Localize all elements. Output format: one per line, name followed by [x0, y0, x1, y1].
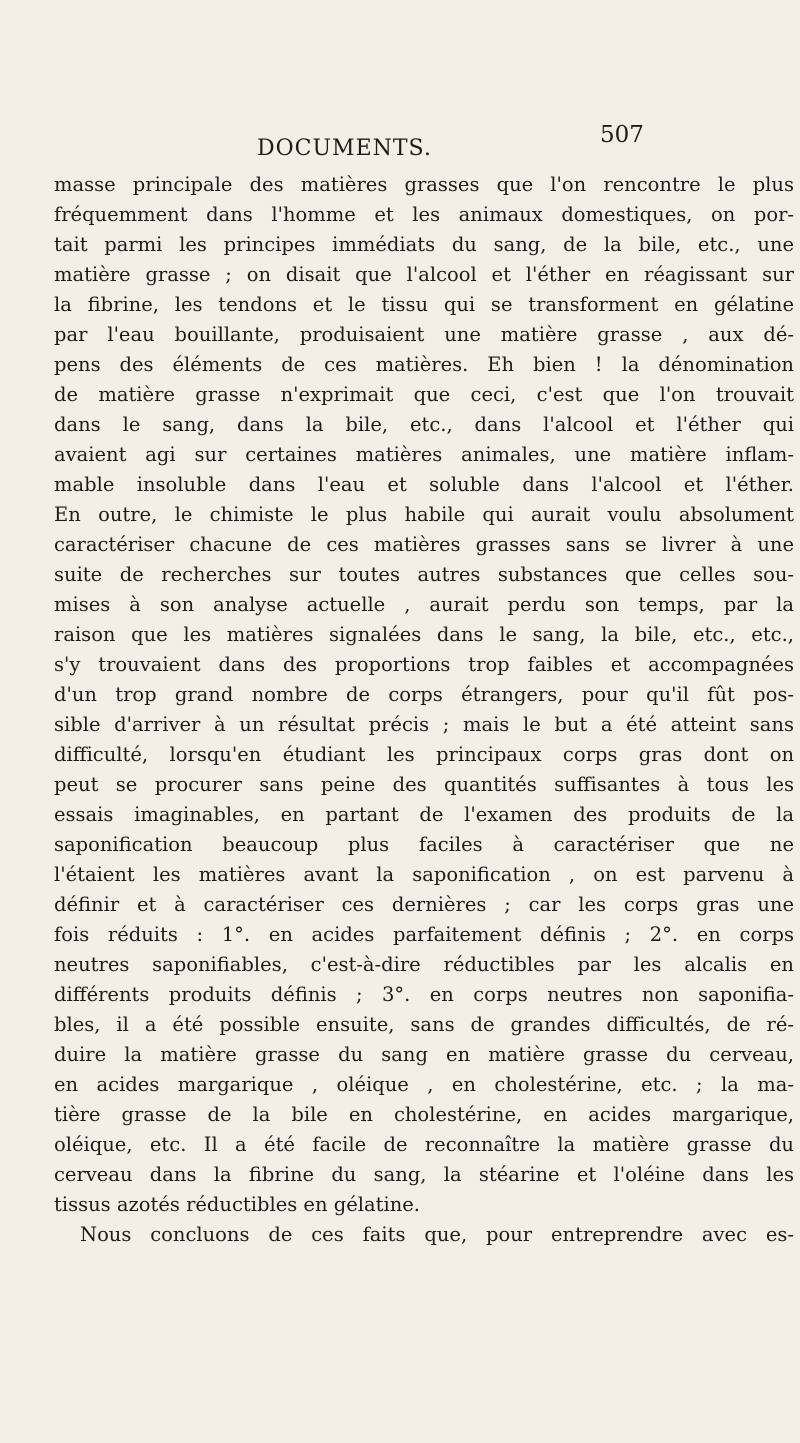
page-number: 507 [600, 122, 644, 148]
text-line: raison que les matières signalées dans le sang, la bile, etc., etc., [54, 623, 794, 646]
text-line: par l'eau bouillante, produisaient une matière grasse , aux dé- [54, 323, 794, 346]
text-line: duire la matière grasse du sang en matière grasse du cerveau, [54, 1043, 794, 1066]
text-line: de matière grasse n'exprimait que ceci, c'est que l'on trouvait [54, 383, 794, 406]
text-line: avaient agi sur certaines matières animales, une matière inflam- [54, 443, 794, 466]
text-line: cerveau dans la fibrine du sang, la stéarine et l'oléine dans les [54, 1163, 794, 1186]
text-line: peut se procurer sans peine des quantités suffisantes à tous les [54, 773, 794, 796]
text-line: oléique, etc. Il a été facile de reconnaître la matière grasse du [54, 1133, 794, 1156]
text-line: mises à son analyse actuelle , aurait perdu son temps, par la [54, 593, 794, 616]
text-line: saponification beaucoup plus faciles à caractériser que ne [54, 833, 794, 856]
text-line: dans le sang, dans la bile, etc., dans l'alcool et l'éther qui [54, 413, 794, 436]
text-line: fois réduits : 1°. en acides parfaitement définis ; 2°. en corps [54, 923, 794, 946]
text-line: matière grasse ; on disait que l'alcool et l'éther en réagissant sur [54, 263, 794, 286]
text-line: sible d'arriver à un résultat précis ; mais le but a été atteint sans [54, 713, 794, 736]
text-line: bles, il a été possible ensuite, sans de grandes difficultés, de ré- [54, 1013, 794, 1036]
text-line: difficulté, lorsqu'en étudiant les principaux corps gras dont on [54, 743, 794, 766]
text-line: pens des éléments de ces matières. Eh bien ! la dénomination [54, 353, 794, 376]
text-line: Nous concluons de ces faits que, pour entreprendre avec es- [80, 1223, 794, 1246]
text-line: en acides margarique , oléique , en cholestérine, etc. ; la ma- [54, 1073, 794, 1096]
text-line: différents produits définis ; 3°. en corps neutres non saponifia- [54, 983, 794, 1006]
text-line: définir et à caractériser ces dernières ; car les corps gras une [54, 893, 794, 916]
text-line: tissus azotés réductibles en gélatine. [54, 1193, 420, 1216]
text-line: l'étaient les matières avant la saponification , on est parvenu à [54, 863, 794, 886]
text-line: caractériser chacune de ces matières grasses sans se livrer à une [54, 533, 794, 556]
text-line: masse principale des matières grasses que l'on rencontre le plus [54, 173, 794, 196]
text-line: s'y trouvaient dans des proportions trop faibles et accompagnées [54, 653, 794, 676]
text-line: tière grasse de la bile en cholestérine, en acides margarique, [54, 1103, 794, 1126]
text-line: essais imaginables, en partant de l'examen des produits de la [54, 803, 794, 826]
text-line: mable insoluble dans l'eau et soluble dans l'alcool et l'éther. [54, 473, 794, 496]
text-line: d'un trop grand nombre de corps étrangers, pour qu'il fût pos- [54, 683, 794, 706]
text-line: neutres saponifiables, c'est-à-dire réductibles par les alcalis en [54, 953, 794, 976]
running-head: DOCUMENTS. [257, 136, 432, 161]
text-line: fréquemment dans l'homme et les animaux domestiques, on por- [54, 203, 794, 226]
text-line: suite de recherches sur toutes autres substances que celles sou- [54, 563, 794, 586]
text-line: tait parmi les principes immédiats du sang, de la bile, etc., une [54, 233, 794, 256]
text-line: la fibrine, les tendons et le tissu qui se transforment en gélatine [54, 293, 794, 316]
text-line: En outre, le chimiste le plus habile qui aurait voulu absolument [54, 503, 794, 526]
